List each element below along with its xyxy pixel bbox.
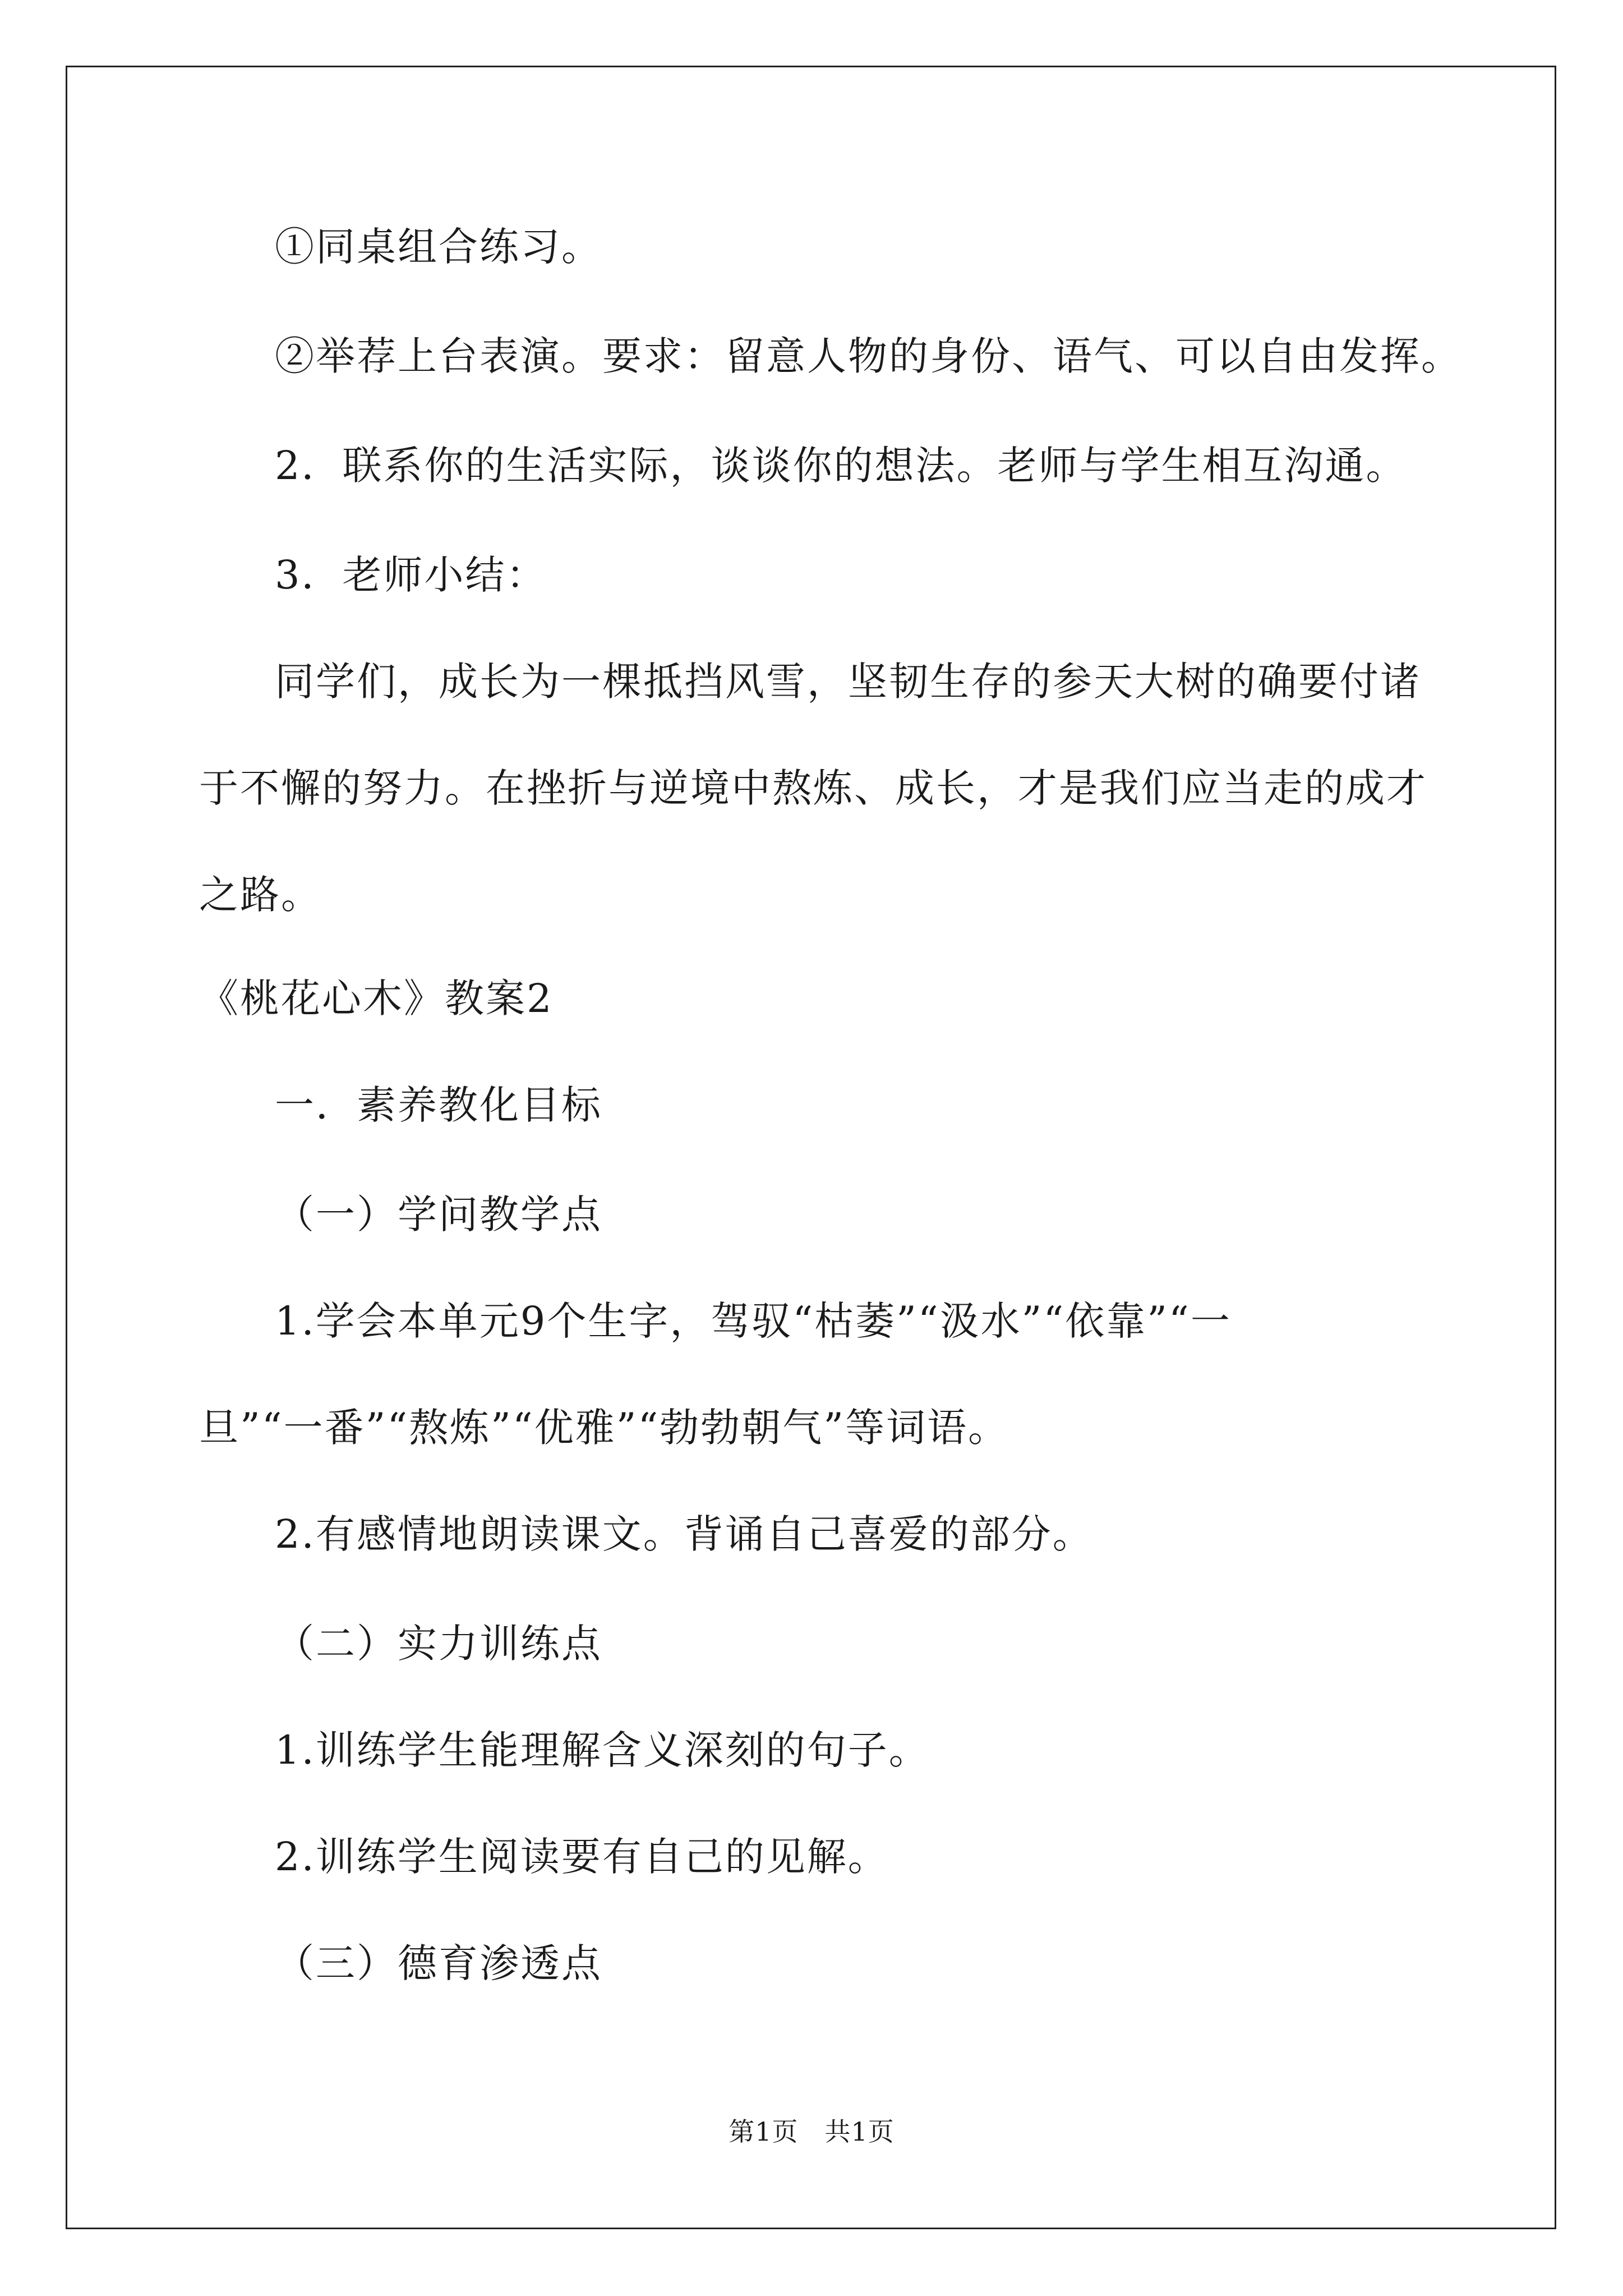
section-title: 《桃花心木》教案2 bbox=[199, 976, 554, 1022]
text-line-group-practice: ①同桌组合练习。 bbox=[275, 224, 602, 270]
subheading-ability: （二）实力训练点 bbox=[275, 1621, 602, 1667]
text-line-life-connection: 2．联系你的生活实际，谈谈你的想法。老师与学生相互沟通。 bbox=[275, 443, 1407, 489]
text-line-performance: ②举荐上台表演。要求：留意人物的身份、语气、可以自由发挥。 bbox=[275, 333, 1462, 379]
heading-goals: 一．素养教化目标 bbox=[275, 1082, 602, 1128]
text-line-ability-1: 1.训练学生能理解含义深刻的句子。 bbox=[275, 1727, 930, 1773]
page-footer: 第1页 共1页 bbox=[728, 2116, 895, 2147]
text-line-paragraph-2: 于不懈的努力。在挫折与逆境中熬炼、成长，才是我们应当走的成才 bbox=[199, 765, 1427, 811]
text-line-teacher-summary: 3．老师小结： bbox=[275, 552, 547, 598]
subheading-knowledge: （一）学问教学点 bbox=[275, 1191, 602, 1237]
text-line-reading: 2.有感情地朗读课文。背诵自己喜爱的部分。 bbox=[275, 1511, 1094, 1557]
subheading-moral: （三）德育渗透点 bbox=[275, 1940, 602, 1986]
text-line-vocab-1: 1.学会本单元9个生字，驾驭“枯萎”“汲水”“依靠”“一 bbox=[275, 1298, 1232, 1344]
text-line-paragraph-3: 之路。 bbox=[199, 872, 322, 918]
text-line-vocab-2: 旦”“一番”“熬炼”“优雅”“勃勃朝气”等词语。 bbox=[199, 1405, 1009, 1451]
page-border bbox=[66, 66, 1556, 2229]
text-line-paragraph-1: 同学们，成长为一棵抵挡风雪，坚韧生存的参天大树的确要付诸 bbox=[275, 659, 1421, 705]
text-line-ability-2: 2.训练学生阅读要有自己的见解。 bbox=[275, 1834, 889, 1880]
